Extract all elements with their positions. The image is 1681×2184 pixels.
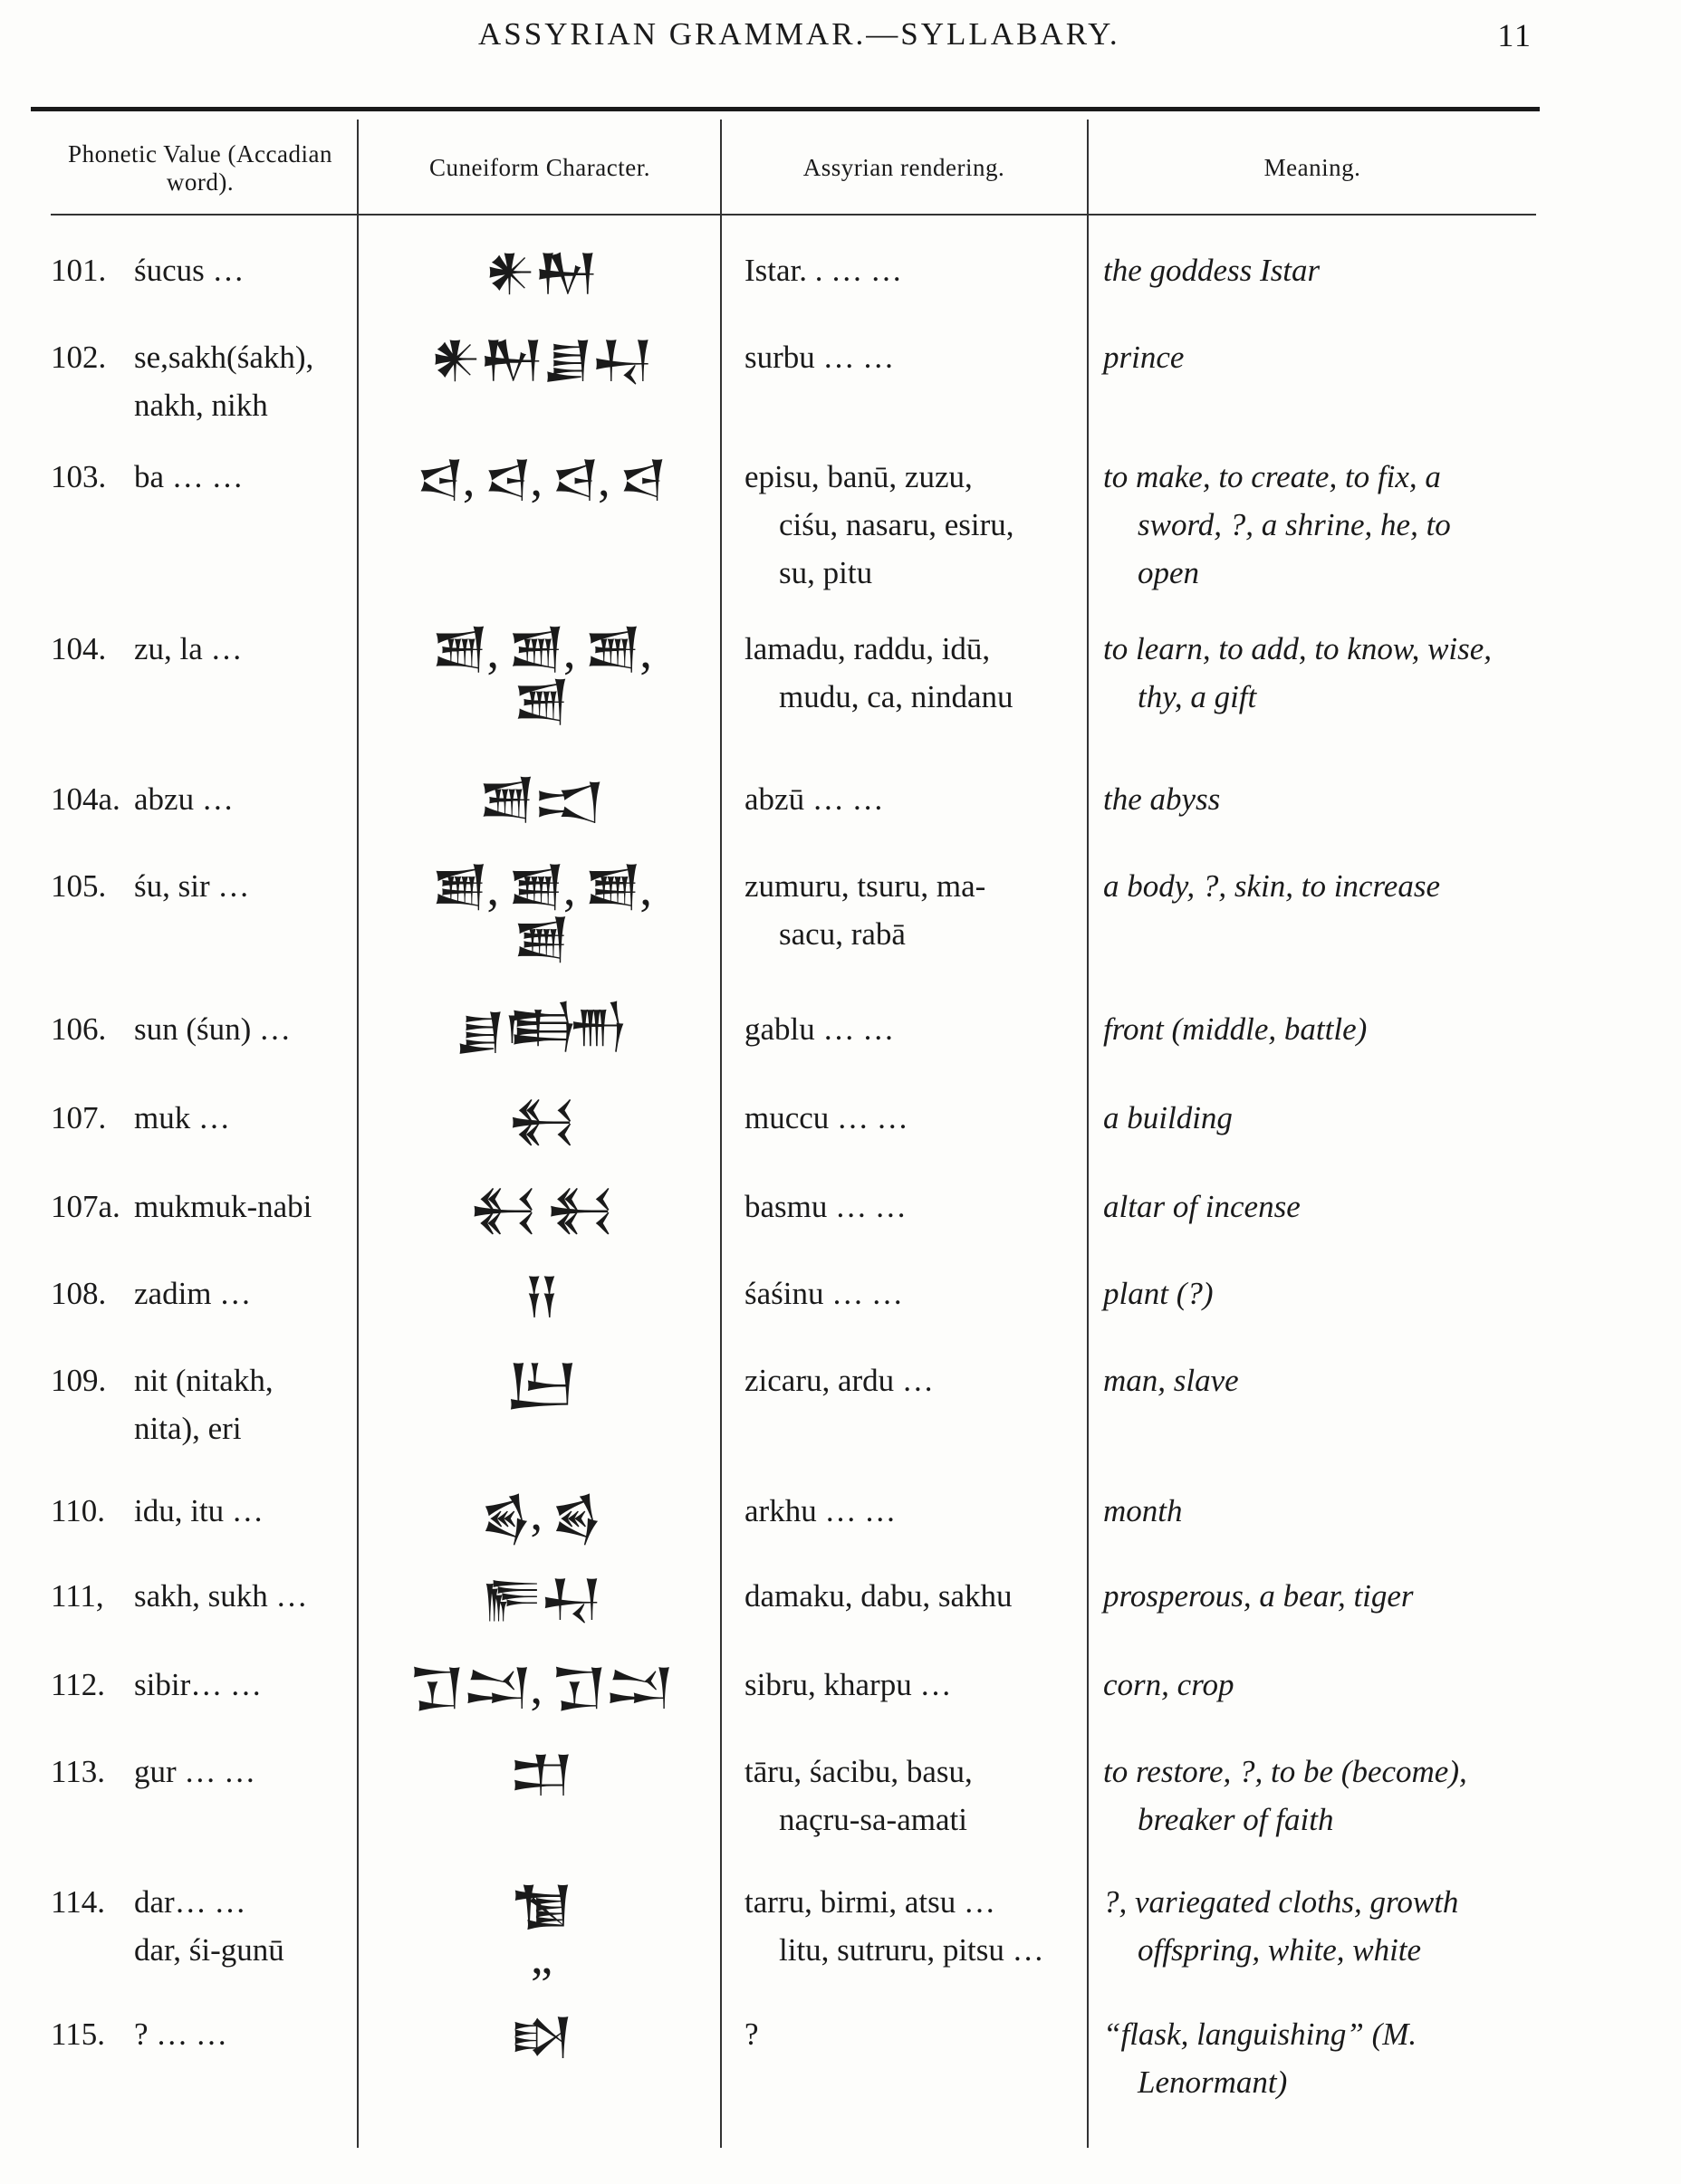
assyrian-cell: [744, 1269, 1069, 1317]
cuneiform-cell: [364, 453, 717, 505]
assyrian-rendering: episu, banū, zuzu,: [744, 459, 973, 494]
cuneiform-glyph: 𒋗𒌦: [455, 1004, 627, 1058]
phonetic-cell: [51, 453, 345, 501]
cuneiform-cell: [364, 1005, 717, 1058]
phonetic-cell: [51, 625, 345, 673]
phonetic-value: mukmuk-nabi: [134, 1189, 312, 1224]
meaning-cell: [1103, 625, 1547, 721]
entry-number: 114.: [51, 1884, 105, 1920]
cuneiform-cell: [364, 625, 717, 730]
phonetic-cell: [51, 1878, 345, 1974]
phonetic-value: nit (nitakh,: [134, 1363, 274, 1398]
phonetic-cell: [51, 1094, 345, 1142]
phonetic-value: ba … …: [134, 459, 244, 494]
cuneiform-glyph: 𒄥: [509, 1747, 572, 1801]
cuneiform-cell: [364, 1661, 717, 1713]
phonetic-value: dar, śi-gunū: [134, 1932, 284, 1968]
cuneiform-cell: [364, 333, 717, 386]
cuneiform-glyph: 𒀭𒈹: [485, 245, 597, 300]
meaning-text: month: [1103, 1493, 1183, 1528]
meaning-text: front (middle, battle): [1103, 1011, 1368, 1047]
header-rule: [51, 214, 1536, 216]
cuneiform-glyph: 𒋢, 𒋢, 𒋢,: [431, 861, 650, 915]
assyrian-rendering: ?: [744, 2016, 759, 2052]
phonetic-cell: [51, 1356, 345, 1452]
meaning-cell: [1103, 333, 1547, 381]
assyrian-rendering: gablu … …: [744, 1011, 895, 1047]
meaning-text: the goddess Istar: [1103, 253, 1321, 288]
cuneiform-glyph: 𒁀, 𒁀, 𒁀, 𒁀: [416, 452, 666, 506]
entry-number: 104a.: [51, 781, 120, 817]
phonetic-value: nita), eri: [134, 1411, 242, 1446]
phonetic-value: zadim …: [134, 1276, 252, 1311]
entry-number: 108.: [51, 1276, 107, 1311]
cuneiform-glyph: 𒍝: [524, 1269, 558, 1323]
assyrian-rendering: sacu, rabā: [779, 916, 906, 952]
assyrian-rendering: Istar. . … …: [744, 253, 903, 288]
cuneiform-glyph: 𒌨: [505, 1355, 576, 1410]
phonetic-value: sakh, sukh …: [134, 1578, 308, 1614]
meaning-text: the abyss: [1103, 781, 1221, 817]
phonetic-value: nakh, nikh: [134, 388, 268, 423]
assyrian-cell: [744, 1094, 1069, 1142]
cuneiform-cell: [364, 1356, 717, 1409]
assyrian-cell: [744, 1748, 1069, 1844]
meaning-cell: [1103, 1748, 1547, 1844]
meaning-cell: [1103, 775, 1547, 823]
meaning-cell: [1103, 1005, 1547, 1053]
phonetic-value: śu, sir …: [134, 868, 250, 904]
assyrian-rendering: mudu, ca, nindanu: [779, 679, 1013, 714]
assyrian-cell: [744, 1661, 1069, 1709]
page-number: 11: [1497, 17, 1532, 53]
cuneiform-glyph: 𒍪𒀊: [478, 774, 603, 829]
meaning-cell: [1103, 246, 1547, 294]
cuneiform-cell: [364, 1269, 717, 1322]
cuneiform-glyph: 𒁯: [510, 1877, 572, 1931]
cuneiform-cell: [364, 1183, 717, 1235]
meaning-cell: [1103, 1183, 1547, 1231]
phonetic-value: śucus …: [134, 253, 245, 288]
column-header-meaning: Meaning.: [1263, 154, 1361, 182]
cuneiform-glyph: 𒊭: [510, 2009, 572, 2064]
assyrian-rendering: basmu … …: [744, 1189, 907, 1224]
cuneiform-glyph: 𒈬: [507, 1093, 574, 1147]
meaning-cell: [1103, 1356, 1547, 1404]
cuneiform-glyph: 𒍪: [513, 676, 569, 731]
assyrian-cell: [744, 2010, 1069, 2058]
assyrian-cell: [744, 1005, 1069, 1053]
phonetic-cell: [51, 1487, 345, 1535]
entry-number: 107a.: [51, 1189, 120, 1224]
assyrian-cell: [744, 333, 1069, 381]
meaning-text: plant (?): [1103, 1276, 1214, 1311]
cuneiform-cell: [364, 775, 717, 828]
assyrian-rendering: tāru, śacibu, basu,: [744, 1754, 973, 1789]
cuneiform-cell: [364, 2010, 717, 2063]
phonetic-cell: [51, 775, 345, 823]
cuneiform-glyph: 𒈬 𒈬: [469, 1182, 612, 1236]
entry-number: 115.: [51, 2016, 105, 2052]
phonetic-cell: [51, 1572, 345, 1620]
column-divider: [720, 120, 722, 2148]
cuneiform-cell: [364, 1748, 717, 1800]
entry-number: 105.: [51, 868, 107, 904]
assyrian-cell: [744, 775, 1069, 823]
meaning-text: prince: [1103, 340, 1185, 375]
meaning-text: man, slave: [1103, 1363, 1239, 1398]
phonetic-value: muk …: [134, 1100, 230, 1135]
entry-number: 109.: [51, 1363, 107, 1398]
meaning-text: prosperous, a bear, tiger: [1103, 1578, 1414, 1614]
cuneiform-glyph: 𒌗, 𒌗: [480, 1486, 601, 1540]
meaning-text: offspring, white, white: [1138, 1932, 1422, 1968]
meaning-text: open: [1138, 555, 1200, 590]
column-divider: [357, 120, 359, 2148]
column-header-phonetic: Phonetic Value (Accadian word).: [68, 139, 332, 196]
phonetic-cell: [51, 1269, 345, 1317]
phonetic-value: sun (śun) …: [134, 1011, 292, 1047]
meaning-text: to make, to create, to fix, a: [1103, 459, 1441, 494]
assyrian-cell: [744, 862, 1069, 958]
phonetic-cell: [51, 333, 345, 429]
page-title: ASSYRIAN GRAMMAR.—SYLLABARY.: [478, 16, 1120, 52]
cuneiform-cell: [364, 1878, 717, 1983]
meaning-text: to learn, to add, to know, wise,: [1103, 631, 1493, 666]
column-header-cuneiform: Cuneiform Character.: [429, 154, 650, 182]
meaning-text: breaker of faith: [1138, 1802, 1334, 1837]
meaning-cell: [1103, 1572, 1547, 1620]
phonetic-value: dar… …: [134, 1884, 246, 1920]
cuneiform-glyph: 𒍪, 𒍪, 𒍪,: [431, 624, 650, 678]
assyrian-rendering: lamadu, raddu, idū,: [744, 631, 991, 666]
entry-number: 113.: [51, 1754, 105, 1789]
meaning-text: Lenormant): [1138, 2064, 1288, 2100]
meaning-cell: [1103, 1661, 1547, 1709]
meaning-cell: [1103, 2010, 1547, 2106]
assyrian-cell: [744, 625, 1069, 721]
assyrian-cell: [744, 1487, 1069, 1535]
column-header-assyrian: Assyrian rendering.: [802, 154, 1005, 182]
cuneiform-glyph: 𒋛𒁺, 𒋛𒁺: [408, 1660, 673, 1714]
meaning-text: corn, crop: [1103, 1667, 1234, 1702]
cuneiform-glyph: 𒊓𒄷: [481, 1571, 600, 1625]
meaning-cell: [1103, 1269, 1547, 1317]
meaning-cell: [1103, 862, 1547, 910]
meaning-cell: [1103, 1094, 1547, 1142]
entry-number: 112.: [51, 1667, 105, 1702]
assyrian-rendering: surbu … …: [744, 340, 895, 375]
meaning-text: to restore, ?, to be (become),: [1103, 1754, 1467, 1789]
cuneiform-cell: [364, 246, 717, 299]
assyrian-rendering: śaśinu … …: [744, 1276, 903, 1311]
top-rule: [31, 107, 1540, 111]
assyrian-cell: [744, 453, 1069, 597]
assyrian-cell: [744, 1572, 1069, 1620]
phonetic-value: sibir… …: [134, 1667, 262, 1702]
assyrian-rendering: sibru, kharpu …: [744, 1667, 952, 1702]
meaning-text: “flask, languishing” (M.: [1103, 2016, 1417, 2052]
assyrian-rendering: litu, sutruru, pitsu …: [779, 1932, 1044, 1968]
meaning-text: a building: [1103, 1100, 1233, 1135]
phonetic-cell: [51, 1748, 345, 1796]
assyrian-cell: [744, 1356, 1069, 1404]
entry-number: 111,: [51, 1578, 104, 1614]
assyrian-rendering: zumuru, tsuru, ma-: [744, 868, 986, 904]
assyrian-rendering: damaku, dabu, sakhu: [744, 1578, 1013, 1614]
column-divider: [1087, 120, 1089, 2148]
page-header: [0, 16, 1681, 80]
cuneiform-cell: [364, 1572, 717, 1624]
assyrian-rendering: tarru, birmi, atsu …: [744, 1884, 996, 1920]
cuneiform-cell: [364, 1094, 717, 1146]
assyrian-rendering: su, pitu: [779, 555, 873, 590]
entry-number: 104.: [51, 631, 107, 666]
phonetic-value: se,sakh(śakh),: [134, 340, 314, 375]
phonetic-cell: [51, 862, 345, 910]
phonetic-value: abzu …: [134, 781, 234, 817]
assyrian-rendering: naçru-sa-amati: [779, 1802, 967, 1837]
cuneiform-cell: [364, 862, 717, 967]
cuneiform-glyph: „: [531, 1930, 551, 1984]
phonetic-cell: [51, 246, 345, 294]
meaning-text: ?, variegated cloths, growth: [1103, 1884, 1459, 1920]
meaning-text: a body, ?, skin, to increase: [1103, 868, 1440, 904]
phonetic-cell: [51, 1005, 345, 1053]
phonetic-value: zu, la …: [134, 631, 243, 666]
cuneiform-glyph: 𒀭𒈹𒋗𒄷: [429, 332, 652, 387]
assyrian-cell: [744, 246, 1069, 294]
phonetic-value: idu, itu …: [134, 1493, 264, 1528]
phonetic-value: gur … …: [134, 1754, 256, 1789]
entry-number: 107.: [51, 1100, 107, 1135]
entry-number: 106.: [51, 1011, 107, 1047]
phonetic-cell: [51, 1183, 345, 1231]
cuneiform-cell: [364, 1487, 717, 1539]
meaning-cell: [1103, 1487, 1547, 1535]
assyrian-rendering: muccu … …: [744, 1100, 908, 1135]
phonetic-cell: [51, 2010, 345, 2058]
meaning-cell: [1103, 1878, 1547, 1974]
assyrian-rendering: arkhu … …: [744, 1493, 897, 1528]
meaning-text: altar of incense: [1103, 1189, 1301, 1224]
meaning-text: thy, a gift: [1138, 679, 1257, 714]
entry-number: 101.: [51, 253, 107, 288]
assyrian-rendering: abzū … …: [744, 781, 884, 817]
phonetic-cell: [51, 1661, 345, 1709]
assyrian-cell: [744, 1878, 1069, 1974]
meaning-cell: [1103, 453, 1547, 597]
assyrian-rendering: zicaru, ardu …: [744, 1363, 934, 1398]
entry-number: 110.: [51, 1493, 105, 1528]
assyrian-rendering: ciśu, nasaru, esiru,: [779, 507, 1014, 542]
entry-number: 103.: [51, 459, 107, 494]
entry-number: 102.: [51, 340, 107, 375]
phonetic-value: ? … …: [134, 2016, 228, 2052]
assyrian-cell: [744, 1183, 1069, 1231]
meaning-text: sword, ?, a shrine, he, to: [1138, 507, 1451, 542]
cuneiform-glyph: 𒋢: [513, 914, 569, 968]
